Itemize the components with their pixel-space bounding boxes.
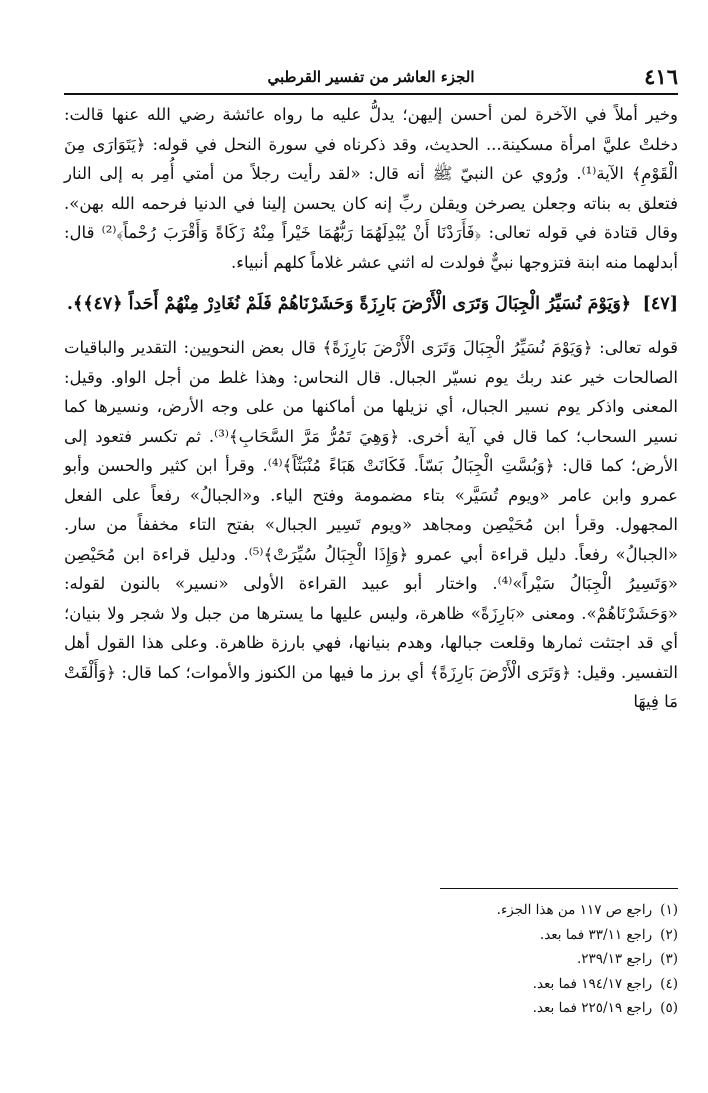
footnote-text: راجع ٣٣/١١ فما بعد. xyxy=(539,926,653,943)
footnote-number: (٤) xyxy=(660,975,678,992)
page-number: ٤١٦ xyxy=(644,64,678,89)
footnotes xyxy=(64,898,678,1021)
footnote-text: راجع ص ١١٧ من هذا الجزء. xyxy=(496,902,653,918)
footnote-text: راجع ١٩٤/١٧ فما بعد. xyxy=(532,975,653,992)
footnote-number: (١) xyxy=(660,902,678,918)
paragraph-2: قوله تعالى: ﴿وَيَوْمَ نُسَيِّرُ الْجِبَالَ وَتَرَى الْأَرْضَ بَارِزَةً﴾ قال بعض النحويين: التقدير والباقيات الصالحات خير عند ربك يوم نسيّر الجبال. قال النحاس: وهذا غلط من أجل الواو. وقيل: المعنى واذكر يوم نسير الجبال، أي نزيلها من أماكنها من على وجه الأرض، ونسيرها كما نسير السحاب؛ كما قال في آية أخرى. ﴿وَهِيَ تَمُرُّ مَرَّ السَّحَابِ﴾⁽³⁾. ثم تكسر فتعود إلى الأرض؛ كما قال: ﴿وَبُسَّتِ الْجِبَالُ بَسّاً. فَكَانَتْ هَبَاءً مُنْبَثّاً﴾⁽⁴⁾. وقرأ ابن كثير والحسن وأبو عمرو وابن عامر «ويوم تُسَيَّر» بتاء مضمومة وفتح الياء. و«الجبالُ» رفعاً على الفعل المجهول. وقرأ ابن مُحَيْصِن ومجاهد «ويوم تَسِير الجبال» بفتح التاء مخففاً من سار. «الجبالُ» رفعاً. دليل قراءة أبي عمرو ﴿وَإِذَا الْجِبَالُ سُيِّرَتْ﴾⁽⁵⁾. ودليل قراءة ابن مُحَيْصِن «وَتَسِيرُ الْجِبَالُ سَيْراً»⁽⁴⁾. واختار أبو عبيد القراءة الأولى «نسير» بالنون لقوله: «وَحَشَرْنَاهُمْ». ومعنى «بَارِزَةً» ظاهرة، وليس عليها ما يسترها من جبل ولا شجر ولا بنيان؛ أي قد اجتثت ثمارها وقلعت جبالها، وهدم بنيانها، فهي بارزة ظاهرة. وعلى هذا القول أهل التفسير. وقيل: ﴿وَتَرَى الْأَرْضَ بَارِزَةً﴾ أي برز ما فيها من الكنوز والأموات؛ كما قال: ﴿وَأَلْقَتْ مَا فِيهَا xyxy=(64,338,678,711)
footnote xyxy=(64,898,678,923)
verse-number: [٤٧] xyxy=(642,294,678,314)
paragraph-1: وخير أملاً في الآخرة لمن أحسن إليهن؛ يدلُّ عليه ما رواه عائشة رضي الله عنها قالت: دخلتْ عليَّ امرأة مسكينة... الحديث، وقد ذكرناه في سورة النحل في قوله: ﴿يَتَوَارَى مِنَ الْقَوْمِ﴾ الآية⁽¹⁾. ورُوي عن النبيّ ﷺ أنه قال: «لقد رأيت رجلاً من أمتي أُمِر به إلى النار فتعلق به بناته وجعلن يصرخن ويقلن ربِّ إنه كان يحسن إلينا في الدنيا فرحمه الله بهن». وقال قتادة في قوله تعالى: ﴿فَأَرَدْنَا أَنْ يُبْدِلَهُمَا رَبُّهُمَا خَيْراً مِنْهُ زَكَاةً وَأَقْرَبَ رُحْماً﴾⁽²⁾ قال: أبدلهما منه ابنة فتزوجها نبيٌّ فولدت له اثني عشر غلاماً كلهم أنبياء. xyxy=(64,105,678,272)
footnote-number: (٣) xyxy=(660,951,678,967)
footnote xyxy=(64,972,678,997)
running-title: الجزء العاشر من تفسير القرطبي xyxy=(267,68,475,86)
footnote-number: (٢) xyxy=(660,926,678,943)
header-divider xyxy=(64,93,678,95)
footnote-divider xyxy=(440,888,678,889)
footnote-text: راجع ٢٣٩/١٣. xyxy=(576,951,653,967)
main-text xyxy=(64,100,678,717)
footnote-text: راجع ٢٢٥/١٩ فما بعد. xyxy=(532,1000,653,1016)
verse-text: ﴿وَيَوْمَ نُسَيِّرُ الْجِبَالَ وَتَرَى الْأَرْضَ بَارِزَةً وَحَشَرْنَاهُمْ فَلَمْ نُغَادِرْ مِنْهُمْ أَحَداً ﴿٤٧﴾﴾. xyxy=(66,294,632,314)
footnote-number: (٥) xyxy=(660,1000,678,1016)
footnote xyxy=(64,923,678,948)
footnote xyxy=(64,947,678,972)
page-header xyxy=(64,64,678,92)
verse-block xyxy=(64,287,678,321)
footnote xyxy=(64,996,678,1021)
